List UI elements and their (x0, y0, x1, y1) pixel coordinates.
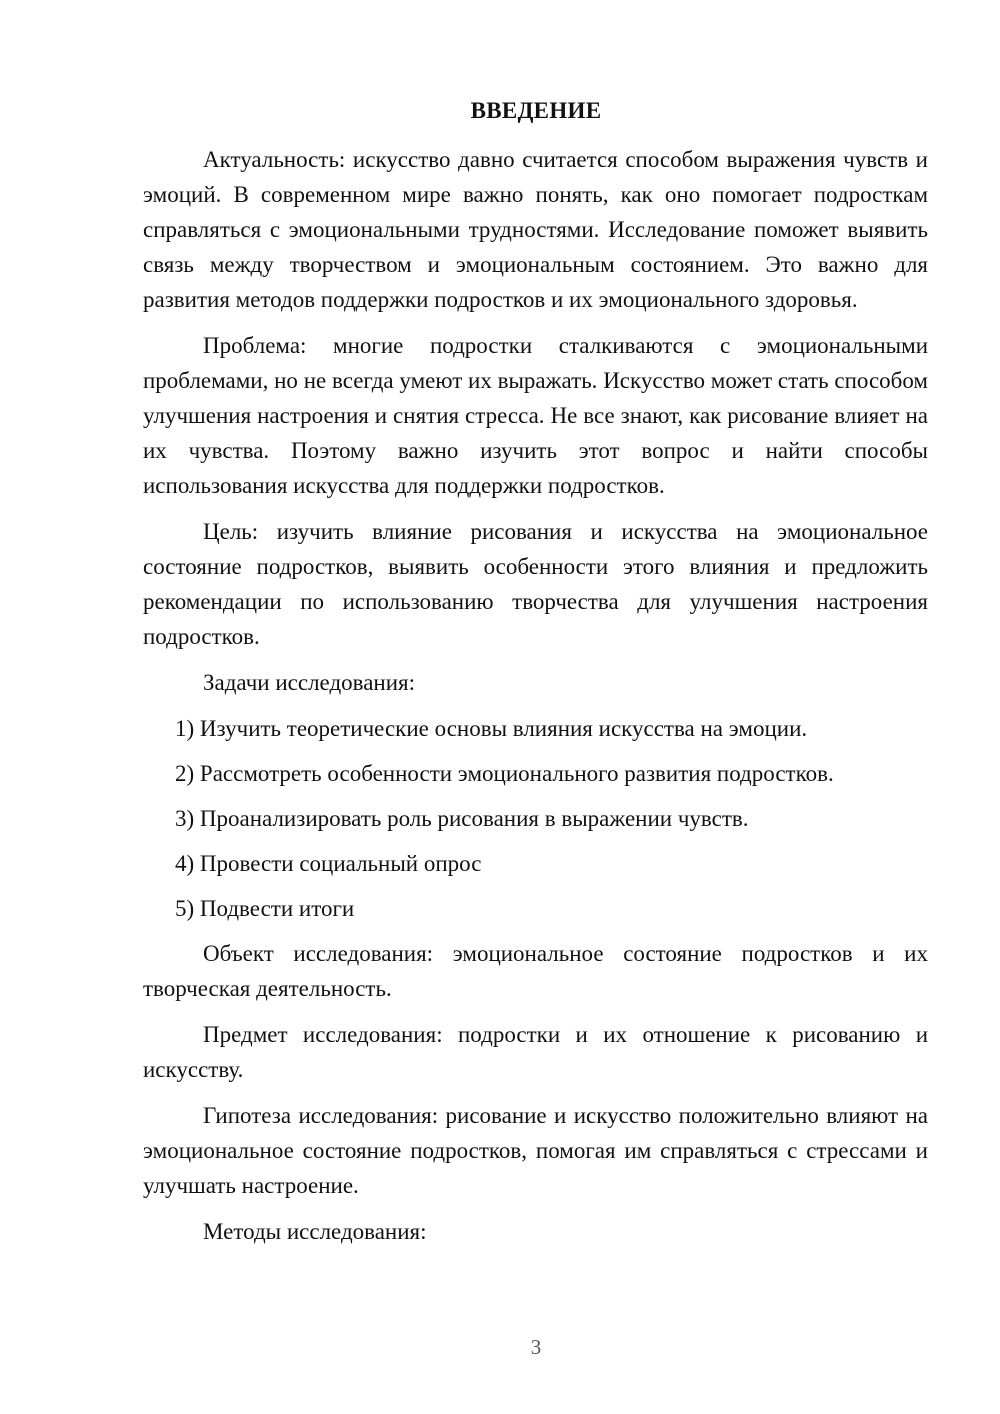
list-item: 2) Рассмотреть особенности эмоционального развития подростков. (175, 761, 834, 786)
tasks-list (143, 711, 928, 926)
list-item: 5) Подвести итоги (175, 896, 355, 921)
paragraph-goal: Цель: изучить влияние рисования и искусства на эмоциональное состояние подростков, выявить особенности этого влияния и предложить рекомендации по использованию творчества для улучшения настроения подростков. (143, 519, 928, 649)
paragraph-subject: Предмет исследования: подростки и их отношение к рисованию и искусству. (143, 1022, 928, 1082)
document-body (143, 142, 928, 1260)
list-item: 4) Провести социальный опрос (175, 851, 482, 876)
page-number: 3 (530, 1335, 542, 1359)
paragraph-problem: Проблема: многие подростки сталкиваются с эмоциональными проблемами, но не всегда умеют их выражать. Искусство может стать способом улучшения настроения и снятия стресса. Не все знают, как рисование влияет на их чувства. Поэтому важно изучить этот вопрос и найти способы использования искусства для поддержки подростков. (143, 333, 928, 498)
paragraph-object: Объект исследования: эмоциональное состояние подростков и их творческая деятельность. (143, 941, 928, 1001)
tasks-title: Задачи исследования: (203, 670, 416, 695)
methods-title: Методы исследования: (203, 1219, 427, 1244)
list-item: 1) Изучить теоретические основы влияния искусства на эмоции. (175, 716, 808, 741)
page-heading: ВВЕДЕНИЕ (470, 98, 602, 123)
list-item: 3) Проанализировать роль рисования в выражении чувств. (175, 806, 749, 831)
paragraph-relevance: Актуальность: искусство давно считается способом выражения чувств и эмоций. В современном мире важно понять, как оно помогает подросткам справляться с эмоциональными трудностями. Исследование поможет выявить связь между творчеством и эмоциональным состоянием. Это важно для развития методов поддержки подростков и их эмоционального здоровья. (143, 147, 928, 312)
paragraph-hypothesis: Гипотеза исследования: рисование и искусство положительно влияют на эмоциональное состояние подростков, помогая им справляться с стрессами и улучшать настроение. (143, 1103, 928, 1198)
